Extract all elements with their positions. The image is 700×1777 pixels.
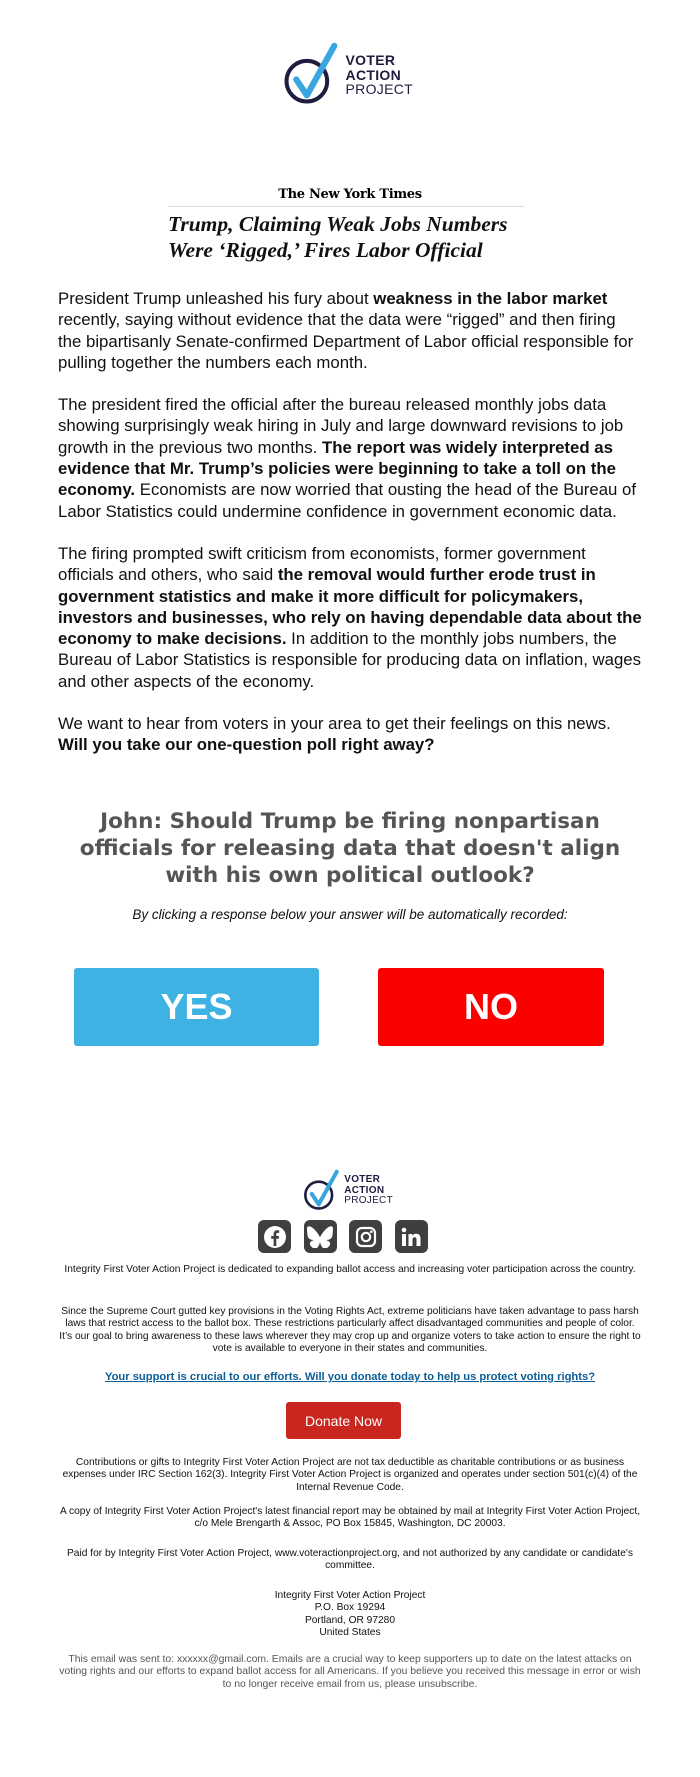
article-text: The president fired the official after the bureau released monthly jobs data showing surprisingly weak hiring in July and large downward revisions to job growth in the previous two months. <box>58 395 624 457</box>
nyt-headline-line-1: Trump, Claiming Weak Jobs Numbers <box>168 212 508 236</box>
article-text: We want to hear from voters in your area to get their feelings on this news. <box>58 714 611 734</box>
article-bold-text: weakness in the labor market <box>373 289 608 308</box>
footer-logo <box>303 1163 393 1219</box>
article-bold-text: the removal would further erode trust in government statistics and make it more difficult for policymakers, investors and businesses, who rely on having dependable data about the economy to make decisions. <box>58 565 642 649</box>
footer-support <box>58 1371 642 1384</box>
footer-logo-wordmark <box>344 1175 393 1207</box>
poll-note: By clicking a response below your answer will be automatically recorded: <box>132 907 568 922</box>
checkmark-logo-icon <box>283 36 340 114</box>
footer-address <box>58 1590 642 1640</box>
footer-mission: Integrity First Voter Action Project is dedicated to expanding ballot access and increasing voter participation across the country. <box>64 1264 636 1275</box>
article-bold-text: Will you take our one-question poll right away? <box>58 735 435 755</box>
article-bold-text: The report was widely interpreted as evidence that Mr. Trump’s policies were beginning to take a toll on the economy. <box>58 437 616 500</box>
yes-button[interactable]: YES <box>74 968 319 1046</box>
article-text: The firing prompted swift criticism from economists, former government officials and others, who said <box>58 543 586 585</box>
article-paragraph-3 <box>58 543 642 692</box>
footer-financial-report: A copy of Integrity First Voter Action Project's latest financial report may be obtained by mail at Integrity First Voter Action Project, c/o Mele Brengarth & Assoc, PO Box 15845, Washington, DC 20003. <box>59 1506 641 1530</box>
facebook-icon[interactable] <box>258 1220 291 1253</box>
social-links <box>258 1220 428 1254</box>
voter-action-project-logo <box>283 34 413 116</box>
article-text: In addition to the monthly jobs numbers, the Bureau of Labor Statistics is responsible for producing data on inflation, wages and other aspects of the economy. <box>58 629 642 691</box>
article-paragraph-4 <box>58 713 642 756</box>
logo-line-1: VOTER <box>345 51 396 68</box>
donate-support-link[interactable]: Your support is crucial to our efforts. Will you donate today to help us protect voting rights? <box>104 1371 596 1383</box>
nyt-masthead: The New York Times <box>278 187 422 202</box>
logo-line-2: ACTION <box>345 66 402 83</box>
nyt-divider <box>168 206 524 207</box>
no-button[interactable]: NO <box>378 968 604 1046</box>
article-text: recently, saying without evidence that the data were “rigged” and then firing the bipartisanly Senate-confirmed Department of Labor official responsible for pulling together the numbers each month. <box>58 310 634 372</box>
instagram-icon[interactable] <box>349 1220 382 1253</box>
article-paragraph-1 <box>58 288 642 373</box>
footer-paid-for: Paid for by Integrity First Voter Action Project, www.voteractionproject.org, and not authorized by any candidate or candidate's committee. <box>67 1548 633 1572</box>
address-line: Portland, OR 97280 <box>304 1614 396 1626</box>
article-text: President Trump unleashed his fury about <box>58 289 374 308</box>
poll-question: John: Should Trump be firing nonpartisan officials for releasing data that doesn't align with his own political outlook? <box>79 809 621 888</box>
article-body <box>58 288 642 777</box>
nyt-headline <box>168 211 548 263</box>
logo-line-3: PROJECT <box>344 1195 393 1207</box>
linkedin-icon[interactable] <box>395 1220 428 1253</box>
article-paragraph-2 <box>58 394 642 522</box>
address-line: Integrity First Voter Action Project <box>274 1590 426 1601</box>
logo-line-3: PROJECT <box>345 81 413 98</box>
logo-line-1: VOTER <box>344 1174 381 1186</box>
article-text: Economists are now worried that ousting the head of the Bureau of Labor Statistics could undermine confidence in government economic data. <box>58 480 637 521</box>
logo-wordmark <box>346 53 413 97</box>
nyt-headline-line-2: Were ‘Rigged,’ Fires Labor Official <box>168 238 483 262</box>
address-line: P.O. Box 19294 <box>314 1602 386 1614</box>
donate-button[interactable]: Donate Now <box>286 1402 401 1439</box>
footer-email-notice: This email was sent to: xxxxxx@gmail.com. Emails are a crucial way to keep supporters up to date on the latest attacks on voting rights and our efforts to expand ballot access for all Americans. If you believe you received this message in error or wish to no longer receive email from us, please unsubscribe. <box>59 1654 641 1690</box>
address-line: United States <box>319 1627 381 1639</box>
logo-line-2: ACTION <box>344 1184 385 1196</box>
checkmark-logo-icon <box>303 1164 340 1218</box>
footer-contributions: Contributions or gifts to Integrity First Voter Action Project are not tax deductible as charitable contributions or as business expenses under IRC Section 162(3). Integrity First Voter Action Project is organized and operates under section 501(c)(4) of the Internal Revenue Code. <box>62 1457 638 1493</box>
bluesky-icon[interactable] <box>304 1220 337 1253</box>
footer-supreme-court-text: Since the Supreme Court gutted key provisions in the Voting Rights Act, extreme politicians have taken advantage to pass harsh laws that restrict access to the ballot box. These restrictions particularly affect disadvantaged communities and people of color. It’s our goal to bring awareness to these laws wherever they may crop up and organize voters to take action to ensure the right to vote is available to everyone in their states and communities. <box>59 1306 641 1355</box>
